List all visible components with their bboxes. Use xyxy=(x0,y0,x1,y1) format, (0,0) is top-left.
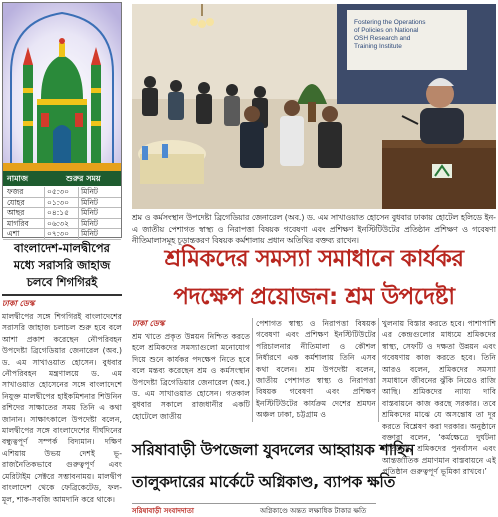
prayer-times-box xyxy=(2,2,122,238)
prayer-name: যোহর xyxy=(3,198,45,208)
prayer-unit: মিনিট xyxy=(81,229,99,238)
main-headline xyxy=(132,238,496,314)
prayer-name: ফজর xyxy=(3,187,45,197)
column-divider xyxy=(252,318,253,422)
photo-caption: শ্রম ও কর্মসংস্থান উপদেষ্টা ব্রিগেডিয়ার জেনারেল (অব.) ড. এম সাখাওয়াত হোসেন বুধবার ঢাকায় হোটেল হলিডে ইন-এ জাতীয় পেশাগত স্বাস্থ্য ও নিরাপত্তা বিষয়ক গবেষণা এবং প্রশিক্ষণ ইনস্টিটিউটের প্রতিষ্ঠান প্রশিক্ষণ ও গবেষণা নীতিমালাসমূহ চূড়ান্তকরণ বিষয়ক কর্মশালায় প্রধান অতিথির বক্তব্য রাখেন। xyxy=(132,213,496,245)
prayer-row xyxy=(3,219,121,230)
prayer-unit: মিনিট xyxy=(81,187,99,196)
secondary-byline: সরিষাবাড়ী সংবাদদাতা xyxy=(132,507,194,515)
prayer-name: মাগরিব xyxy=(3,219,45,229)
secondary-headline-line-2: তালুকদারের মার্কেটে অগ্নিকাণ্ড, ব্যাপক ক্ষতি xyxy=(132,473,396,491)
prayer-unit: মিনিট xyxy=(81,197,99,207)
article-dateline: ঢাকা ডেস্ক xyxy=(132,319,165,328)
article-text-col2: পেশাগত স্বাস্থ্য ও নিরাপত্তা বিষয়ক গবেষণা এবং প্রশিক্ষণ ইনস্টিটিউটের পরিচালনার নীতিমালা ও কৌশল নির্ধারণে এক কর্মশালায় তিনি এসব কথা বলেন। শ্রম উপদেষ্টা বলেন, জাতীয় পেশাগত স্বাস্থ্য ও নিরাপত্তা বিষয়ক গবেষণা এবং প্রশিক্ষণ ইনস্টিটিউটের কার্যক্রম দেশের শ্রমঘন অঞ্চল ঢাকা, চট্টগ্রাম ও xyxy=(256,319,376,420)
left-story-headline: বাংলাদেশ-মালদ্বীপের মধ্যে সরাসরি জাহাজ চলবে শিগগিরই xyxy=(13,241,111,289)
column-divider xyxy=(378,318,379,422)
left-column-story xyxy=(2,240,122,512)
prayer-row xyxy=(3,208,121,219)
prayer-name: আছর xyxy=(3,208,45,218)
prayer-unit: মিনিট xyxy=(81,208,99,217)
left-story-dateline: ঢাকা ডেস্ক xyxy=(2,299,35,308)
divider xyxy=(2,294,122,296)
article-text-col1: শ্রম খাতে প্রকৃত উন্নয়ন নিশ্চিত করতে হলে শ্রমিকদের সমস্যাগুলো মনোযোগ দিয়ে শুনে কার্যকর পদক্ষেপ নিতে হবে বলে মন্তব্য করেছেন শ্রম ও কর্মসংস্থান উপদেষ্টা ব্রিগেডিয়ার জেনারেল (অব.) ড. এম সাখাওয়াত হোসেন। গতকাল বুধবার সকালে রাজধানীর একটি হোটেলে জাতীয় xyxy=(132,332,250,421)
prayer-header-time: শুরুর সময় xyxy=(66,174,101,183)
prayer-row xyxy=(3,187,121,198)
secondary-headline-line-1: সরিষাবাড়ী উপজেলা যুবদলের আহ্বায়ক শাহিন xyxy=(132,441,415,459)
prayer-unit: মিনিট xyxy=(81,218,99,228)
prayer-time: ০৫:৩০ xyxy=(45,187,79,197)
prayer-name: এশা xyxy=(3,229,45,239)
article-column-3 xyxy=(382,318,496,512)
prayer-time: ০৬:৩২ xyxy=(45,219,79,229)
divider xyxy=(132,503,376,504)
prayer-time: ০৪:১৫ xyxy=(45,208,79,218)
prayer-row xyxy=(3,198,121,209)
prayer-time: ০১:৩০ xyxy=(45,198,79,208)
prayer-table-header xyxy=(3,171,121,186)
article-text-col3: খুলনায় বিস্তার করতে হবে। পাশাপাশি এর কেন্দ্রগুলোর মাধ্যমে শ্রমিকদের স্বাস্থ্য, সেফটি ও দক্ষতা উন্নয়ন এবং গবেষণায় কাজ করতে হবে। তিনি আরও বলেন, শ্রমিকদের সমস্যা সমাধানে জীবনের ঝুঁকি নিয়েও রাজি আছি। শ্রমিকদের ন্যায্য দাবি বাস্তবায়নে কাজ করছে সরকার। তবে শ্রমিকদের মাঝে যে অসন্তোষ তা দূর করতে বিশ্লেষণ করা দরকার। অনুষ্ঠানে বক্তারা বলেন, ‘কর্মক্ষেত্রে দুর্ঘটনা প্রতিরোধ, শ্রমিকদের পুনর্বাসন এবং আন্তর্জাতিক প্রমাণমান বাস্তবায়নে এই প্রতিষ্ঠান গুরুত্বপূর্ণ ভূমিকা রাখবে।’ xyxy=(382,319,496,477)
prayer-header-name: নামাজ xyxy=(7,174,29,183)
mosque-illustration xyxy=(3,3,121,171)
news-photo xyxy=(132,4,496,209)
screen-banner-text: Fostering the Operations of Policies on National OSH Research and Training Institute xyxy=(354,19,426,50)
prayer-time: ০৭:৩০ xyxy=(45,229,79,239)
headline-line-1: শ্রমিকদের সমস্যা সমাধানে কার্যকর xyxy=(164,246,464,272)
secondary-headline xyxy=(132,434,415,504)
prayer-row xyxy=(3,229,121,240)
workshop-scene xyxy=(132,4,496,209)
secondary-snippet: অগ্নিকাণ্ডে অন্তত লক্ষাধিক টাকার ক্ষতি xyxy=(260,507,367,515)
left-story-body: মালদ্বীপের সঙ্গে শিগগিরই বাংলাদেশের সরাসরি জাহাজ চলাচল শুরু হবে বলে আশা প্রকাশ করেছেন নৌপরিবহন উপদেষ্টা ব্রিগেডিয়ার জেনারেল (অব.) ড. এম সাখাওয়াত হোসেন। বুধবার নৌপরিবহন মন্ত্রণালয়ে ড. এম সাখাওয়াত হোসেনের সঙ্গে বাংলাদেশে নিযুক্ত মালদ্বীপের হাইকমিশনার শিউনিন রশিদের সাক্ষাতের সময় তিনি এ কথা জানান। সাক্ষাৎকালে উপদেষ্টা বলেন, মালদ্বীপের সঙ্গে বাংলাদেশের দীর্ঘদিনের বন্ধুত্বপূর্ণ সম্পর্ক বিদ্যমান। দক্ষিণ এশিয়ায় উভয় দেশই ভূ-রাজনৈতিকভাবে গুরুত্বপূর্ণ এবং মেরিটাইম সেক্টরে সম্ভাবনাময়। মালদ্বীপ বাংলাদেশ থেকে ফেব্রিকেটেড, ফল-মূল, শাক-সবজি আমদানি করে থাকে। xyxy=(2,312,122,504)
headline-line-2: পদক্ষেপ প্রয়োজন: শ্রম উপদেষ্টা xyxy=(173,284,455,310)
